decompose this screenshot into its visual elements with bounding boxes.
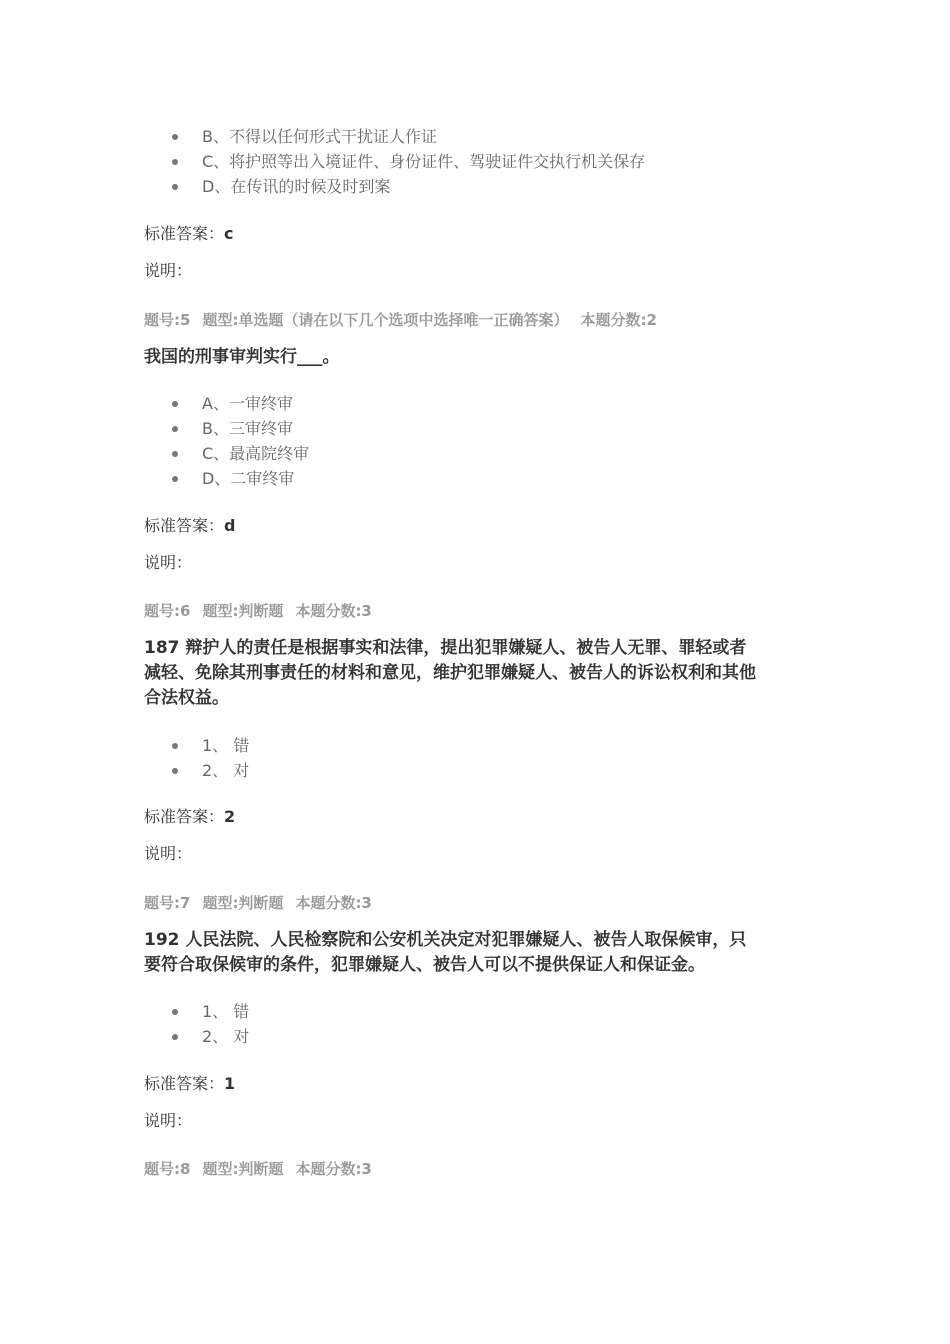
question-text (144, 928, 814, 978)
question-score: 本题分数:3 (295, 1160, 372, 1178)
question-text-line: 合法权益。 (144, 688, 229, 708)
standard-answer (144, 1073, 235, 1095)
list-bullet (172, 476, 178, 482)
option-1: 1、 错 (202, 1002, 250, 1021)
list-bullet (172, 401, 178, 407)
answer-value: d (224, 516, 236, 535)
list-bullet (172, 1034, 178, 1040)
question-type: 题型:判断题 (202, 602, 284, 620)
list-bullet (172, 768, 178, 774)
list-bullet (172, 184, 178, 190)
list-bullet (172, 134, 178, 140)
option-d: D、二审终审 (202, 469, 295, 488)
question-meta (144, 600, 384, 622)
question-number: 题号:5 (144, 311, 191, 329)
question-type: 题型:判断题 (202, 894, 284, 912)
question-meta (144, 892, 384, 914)
question-number: 题号:7 (144, 894, 191, 912)
question-score: 本题分数:2 (580, 311, 657, 329)
question-meta (144, 309, 669, 331)
list-bullet (172, 451, 178, 457)
explanation-label: 说明： (144, 261, 193, 280)
answer-label: 标准答案： (144, 516, 225, 535)
answer-value: c (224, 224, 234, 243)
list-bullet (172, 743, 178, 749)
option-a: A、一审终审 (202, 394, 293, 413)
answer-value: 1 (224, 1074, 236, 1093)
answer-label: 标准答案： (144, 807, 225, 826)
question-number: 题号:8 (144, 1160, 191, 1178)
option-b: B、三审终审 (202, 419, 293, 438)
option-c: C、最高院终审 (202, 444, 310, 463)
question-text-line: 减轻、免除其刑事责任的材料和意见，维护犯罪嫌疑人、被告人的诉讼权利和其他 (144, 663, 756, 683)
list-bullet (172, 426, 178, 432)
option-2: 2、 对 (202, 761, 250, 780)
explanation-label: 说明： (144, 844, 193, 863)
question-text-line: 192 人民法院、人民检察院和公安机关决定对犯罪嫌疑人、被告人取保候审，只 (144, 930, 747, 950)
list-bullet (172, 159, 178, 165)
answer-label: 标准答案： (144, 224, 225, 243)
option-c: C、将护照等出入境证件、身份证件、驾驶证件交执行机关保存 (202, 152, 646, 171)
question-type: 题型:判断题 (202, 1160, 284, 1178)
standard-answer (144, 806, 235, 828)
explanation-label: 说明： (144, 553, 193, 572)
option-d: D、在传讯的时候及时到案 (202, 177, 391, 196)
option-b: B、不得以任何形式干扰证人作证 (202, 127, 437, 146)
option-2: 2、 对 (202, 1027, 250, 1046)
question-text-line: 要符合取保候审的条件，犯罪嫌疑人、被告人可以不提供保证人和保证金。 (144, 955, 705, 975)
question-meta (144, 1158, 384, 1180)
answer-value: 2 (224, 807, 236, 826)
question-score: 本题分数:3 (295, 602, 372, 620)
question-score: 本题分数:3 (295, 894, 372, 912)
option-1: 1、 错 (202, 736, 250, 755)
question-text: 我国的刑事审判实行___。 (144, 347, 340, 367)
question-type: 题型:单选题（请在以下几个选项中选择唯一正确答案） (202, 311, 569, 329)
standard-answer (144, 223, 234, 245)
question-text (144, 636, 814, 711)
standard-answer (144, 515, 235, 537)
explanation-label: 说明： (144, 1111, 193, 1130)
list-bullet (172, 1009, 178, 1015)
answer-label: 标准答案： (144, 1074, 225, 1093)
question-text-line: 187 辩护人的责任是根据事实和法律，提出犯罪嫌疑人、被告人无罪、罪轻或者 (144, 638, 747, 658)
question-number: 题号:6 (144, 602, 191, 620)
